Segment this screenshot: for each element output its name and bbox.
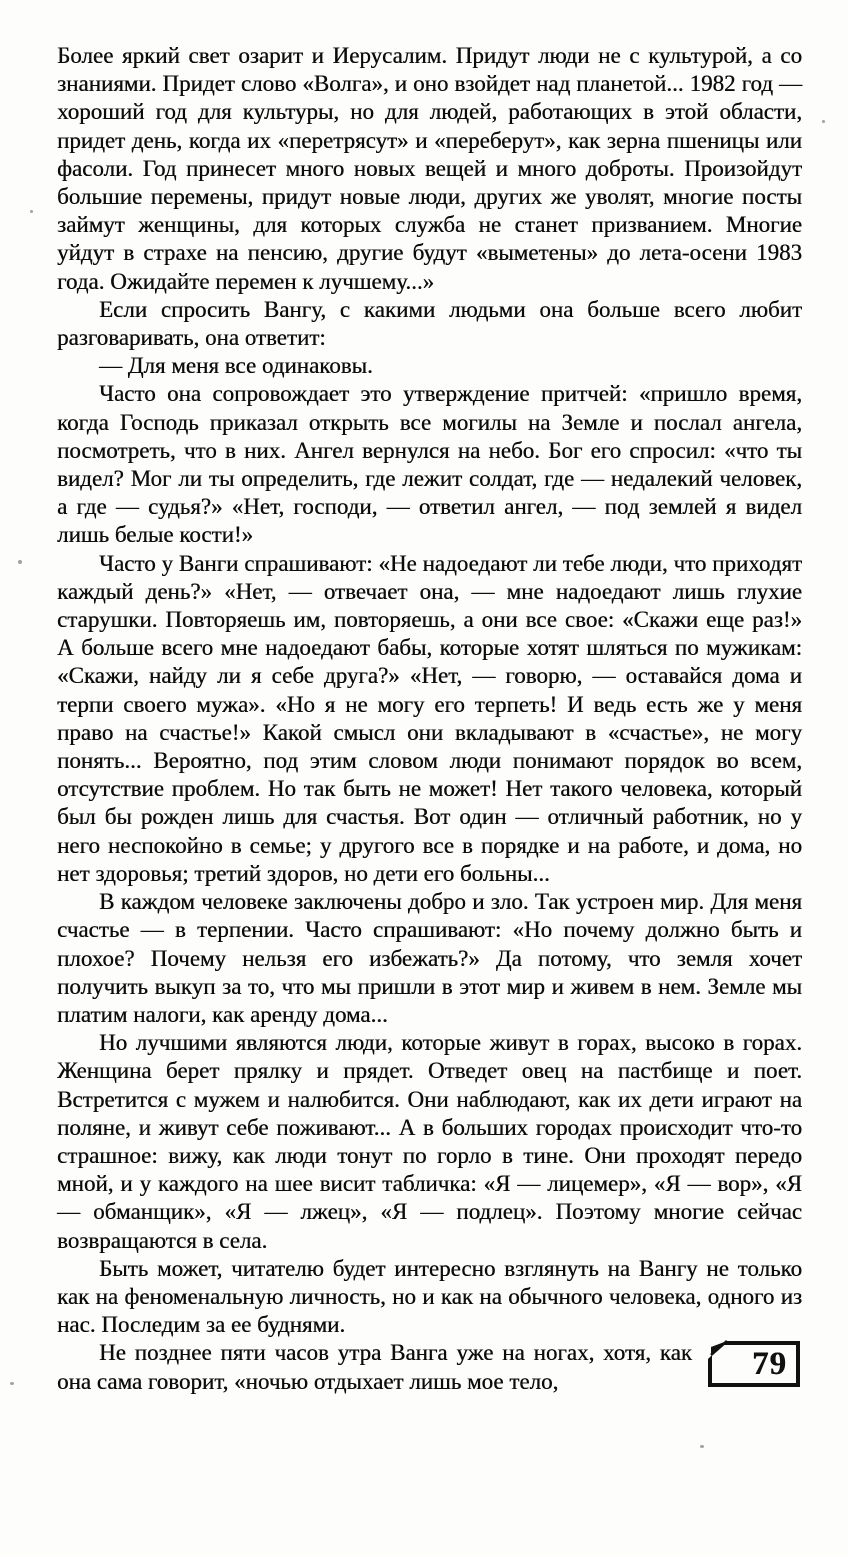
paragraph-2: Если спросить Вангу, с какими людьми она больше всего любит разговаривать, она ответит: [57, 296, 802, 351]
scan-speck [30, 210, 33, 213]
scan-speck [700, 1445, 704, 1448]
paragraph-8: Быть может, читателю будет интересно взглянуть на Вангу не только как на феноменальную личность, но и как на обычного человека, одного из нас. Последим за ее буднями. [57, 1255, 802, 1338]
scan-speck [18, 560, 22, 564]
scan-speck [822, 120, 825, 123]
paragraph-4: Часто она сопровождает это утверждение притчей: «пришло время, когда Господь приказал открыть все могилы на Земле и послал ангела, посмотреть, что в них. Ангел вернулся на небо. Бог его спросил: «что ты видел? Мог ли ты определить, где лежит солдат, где — недалекий человек, а где — судья?» «Нет, господи, — ответил ангел, — под землей я видел лишь белые кости!» [57, 381, 802, 548]
text-block [57, 42, 802, 1396]
page-number-box [708, 1341, 800, 1387]
paragraph-7: Но лучшими являются люди, которые живут в горах, высоко в горах. Женщина берет прялку и прядет. Отведет овец на пастбище и поет. Встретится с мужем и налюбится. Они наблюдают, как их дети играют на поляне, и живут себе поживают... А в больших городах происходит что-то страшное: вижу, как люди тонут по горло в тине. Они проходят передо мной, и у каждого на шее висит табличка: «Я — лицемер», «Я — вор», «Я — обманщик», «Я — лжец», «Я — подлец». Поэтому многие сейчас возвращаются в села. [57, 1030, 802, 1253]
paragraph-1: Более яркий свет озарит и Иерусалим. Придут люди не с культурой, а со знаниями. Придет слово «Волга», и оно взойдет над планетой... 1982 год — хороший год для культуры, но для людей, работающих в этой области, придет день, когда их «перетрясут» и «переберут», как зерна пшеницы или фасоли. Год принесет много новых вещей и много доброты. Произойдут большие перемены, придут новые люди, других же уволят, многие посты займут женщины, для которых служба не станет призванием. Многие уйдут в страхе на пенсию, другие будут «выметены» до лета-осени 1983 года. Ожидайте перемен к лучшему...» [57, 43, 802, 294]
page-number: 79 [752, 1345, 787, 1382]
paragraph-9-text: Не позднее пяти часов утра Ванга уже на ногах, хотя, как она сама говорит, «ночью отдыхает лишь мое тело, [57, 1340, 692, 1394]
folded-corner-icon [707, 1340, 731, 1364]
paragraph-5: Часто у Ванги спрашивают: «Не надоедают ли тебе люди, что приходят каждый день?» «Нет, — отвечает она, — мне надоедают лишь глухие старушки. Повторяешь им, повторяешь, а они все свое: «Скажи еще раз!» А больше всего мне надоедают бабы, которые хотят шляться по мужикам: «Скажи, найду ли я себе друга?» «Нет, — говорю, — оставайся дома и терпи своего мужа». «Но я не могу его терпеть! И ведь есть же у меня право на счастье!» Какой смысл они вкладывают в «счастье», не могу понять... Вероятно, под этим словом люди понимают порядок во всем, отсутствие проблем. Но так быть не может! Нет такого человека, который был бы рожден лишь для счастья. Вот один — отличный работник, но у него неспокойно в семье; у другого все в порядке и на работе, и дома, но нет здоровья; третий здоров, но дети его больны... [57, 550, 802, 886]
paragraph-3-dialogue: — Для меня все одинаковы. [99, 353, 373, 379]
scan-speck [10, 1382, 14, 1385]
paragraph-9 [57, 1339, 802, 1395]
paragraph-6: В каждом человеке заключены добро и зло. Так устроен мир. Для меня счастье — в терпении. Часто спрашивают: «Но почему должно быть и плохое? Почему нельзя его избежать?» Да потому, что земля хочет получить выкуп за то, что мы пришли в этот мир и живем в нем. Земле мы платим налоги, как аренду дома... [57, 889, 802, 1027]
